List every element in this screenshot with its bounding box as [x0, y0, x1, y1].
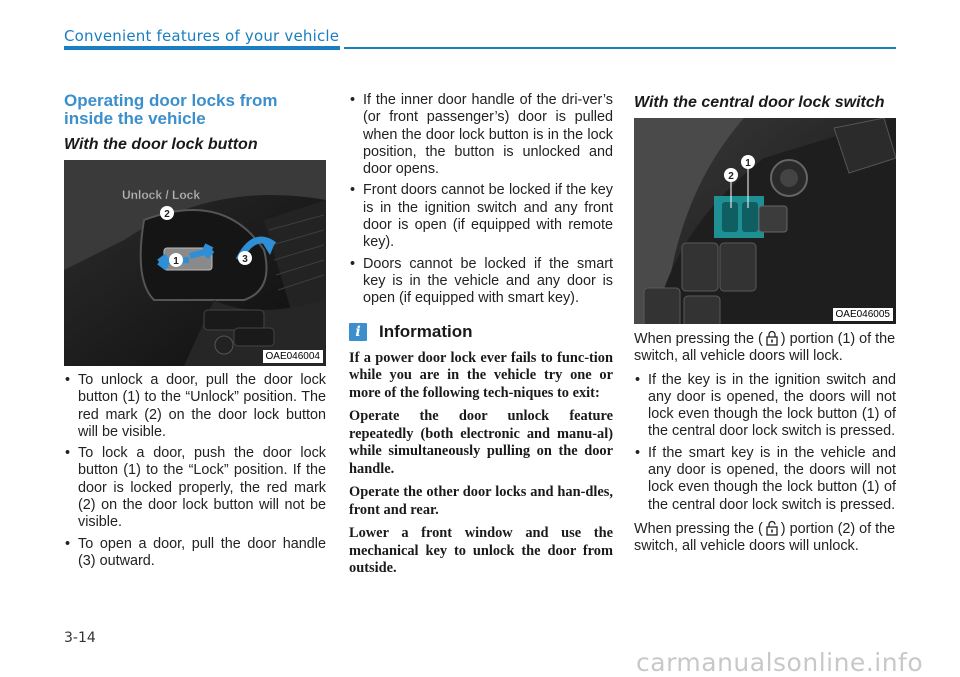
para-text: When pressing the (	[634, 331, 763, 347]
information-paragraph: Lower a front window and use the mechanical key to unlock the door from outside.	[349, 525, 613, 577]
column-1	[64, 92, 326, 574]
marker-3: 3	[242, 254, 248, 265]
information-paragraph: Operate the door unlock feature repeatedly (both electronic and manu-al) while simultaneously pulling on the door handle.	[349, 408, 613, 477]
marker-2: 2	[164, 209, 170, 220]
bullet-list	[634, 372, 896, 514]
bullet-item: • Doors cannot be locked if the smart key is in the vehicle and any door is open (if equipped with smart key).	[349, 256, 613, 308]
lock-open-icon	[765, 520, 779, 536]
watermark: carmanualsonline.info	[636, 648, 924, 677]
photo-code: OAE046004	[263, 350, 324, 363]
para-text: ) portion (1) of the switch, all vehicle doors will lock.	[634, 331, 896, 365]
column-2	[349, 92, 613, 584]
bullet-item: • If the key is in the ignition switch and any door is opened, the doors will not lock even though the lock button (1) of the central door lock switch is pressed.	[634, 372, 896, 441]
marker-2: 2	[728, 171, 734, 182]
para-text: When pressing the (	[634, 520, 763, 537]
para-text: ) portion (2) of the switch, all vehicle doors will unlock.	[634, 520, 896, 555]
door-lock-button-photo	[64, 160, 326, 366]
unlock-lock-label: Unlock / Lock	[122, 188, 201, 202]
photo-code: OAE046005	[833, 308, 894, 321]
bullet-item: • To open a door, pull the door handle (3) outward.	[64, 536, 326, 571]
subsection-title: With the central door lock switch	[634, 94, 885, 111]
information-paragraph: If a power door lock ever fails to func-tion while you are in the vehicle try one or more of the following tech-niques to exit:	[349, 349, 613, 401]
information-header	[349, 322, 613, 342]
bullet-item: • Front doors cannot be locked if the key is in the ignition switch and any front door is open (if equipped with remote key).	[349, 182, 613, 251]
bullet-item: • To unlock a door, pull the door lock button (1) to the “Unlock” position. The red mark (2) on the door lock button will be visible.	[64, 372, 326, 441]
lock-closed-icon	[765, 330, 779, 346]
marker-1: 1	[173, 256, 179, 267]
door-handle-illustration	[64, 160, 326, 366]
column-3	[634, 92, 896, 556]
header-rule-thick	[64, 46, 340, 50]
section-header: Convenient features of your vehicle	[64, 27, 340, 45]
marker-1: 1	[745, 158, 751, 169]
information-paragraph: Operate the other door locks and han-dles, front and rear.	[349, 484, 613, 518]
bullet-item: • If the inner door handle of the dri-ver’s (or front passenger’s) door is pulled when the door lock button is in the lock position, the button is unlocked and door opens.	[349, 92, 613, 178]
door-switch-panel-illustration	[634, 118, 896, 324]
unlock-paragraph	[634, 520, 896, 556]
bullet-item: • If the smart key is in the vehicle and any door is opened, the doors will not lock even though the lock button (1) of the central door lock switch is pressed.	[634, 445, 896, 514]
section-title: Operating door locks from inside the vehicle	[64, 91, 278, 128]
bullet-list	[349, 92, 613, 308]
header-rule-thin	[344, 47, 896, 49]
bullet-list	[64, 372, 326, 570]
page-number: 3-14	[64, 630, 96, 646]
photo-callout-label	[122, 188, 200, 202]
info-icon: i	[349, 323, 367, 341]
central-door-lock-switch-photo	[634, 118, 896, 324]
subsection-title: With the door lock button	[64, 136, 258, 153]
lock-paragraph	[634, 330, 896, 366]
information-title: Information	[379, 321, 473, 341]
bullet-item: • To lock a door, push the door lock button (1) to the “Lock” position. If the door is locked properly, the red mark (2) on the door lock button will not be visible.	[64, 445, 326, 531]
